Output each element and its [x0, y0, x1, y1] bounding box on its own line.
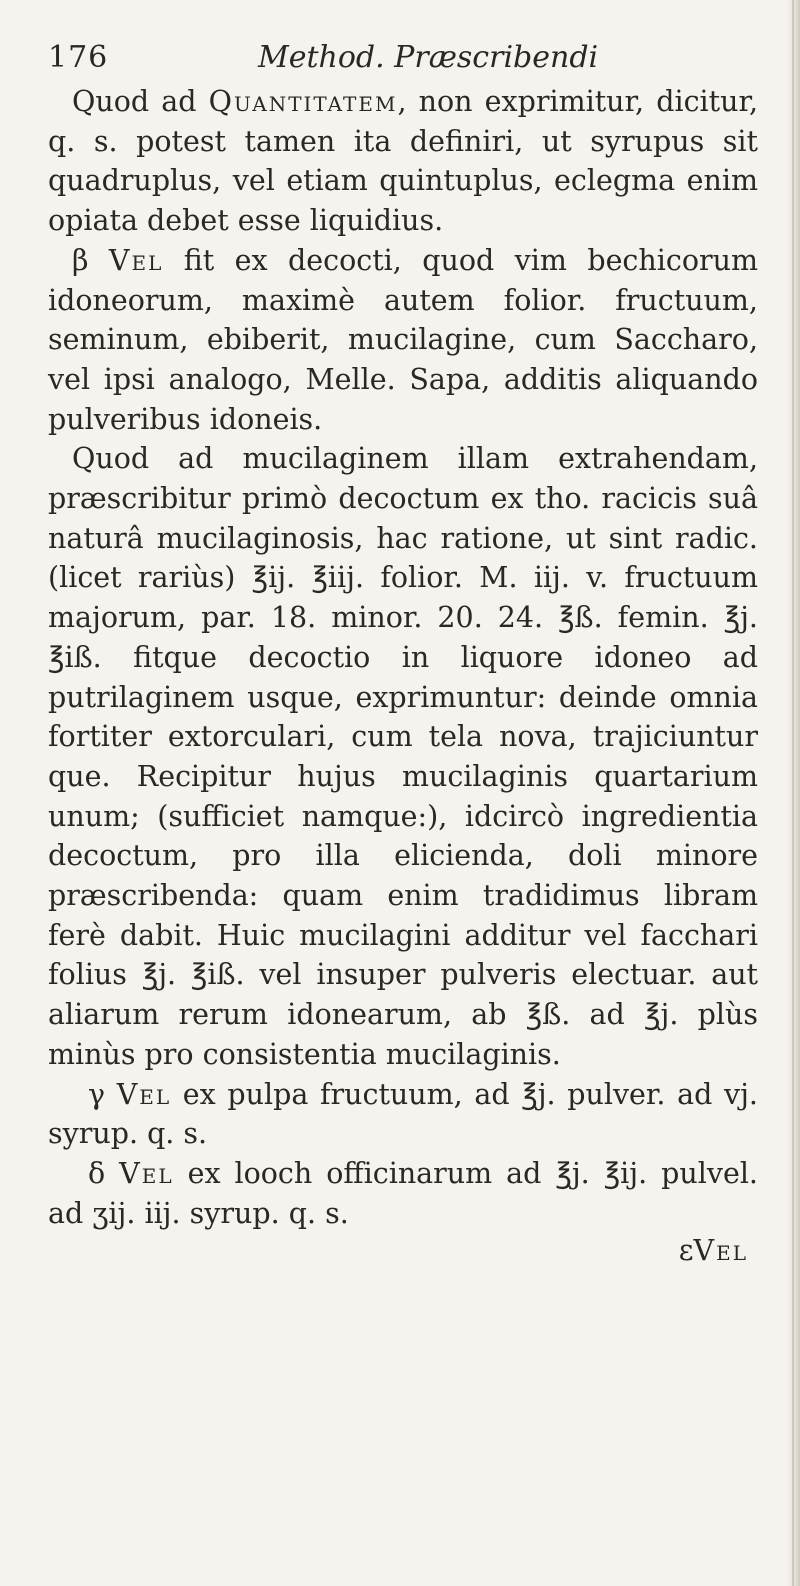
paragraph-body: fit ex decocti, quod vim bechicorum idoneorum, maximè autem folior. fructuum, seminum, ebiberit, mucilagine, cum Saccharo, vel ipsi analogo, Melle. Sapa, additis aliquando pulveribus idoneis.	[48, 243, 758, 436]
paragraph-lead-smallcaps: Quantitatem	[208, 85, 398, 118]
paragraph-delta	[48, 1154, 758, 1233]
paragraph-lead: β	[72, 243, 109, 277]
paragraph-quantitas	[48, 82, 758, 241]
page-number: 176	[48, 40, 109, 75]
paragraph-body: ex looch officinarum ad ℥j. ℥ij. pulvel. ad ʒij. iij. syrup. q. s.	[48, 1156, 758, 1230]
page-header	[48, 34, 758, 82]
paragraph-beta	[48, 241, 758, 440]
catchword-smallcaps: Vel	[693, 1234, 748, 1268]
paragraph-lead: γ	[88, 1077, 117, 1111]
gutter-shadow	[792, 0, 794, 1586]
paragraph-body: ex pulpa fructuum, ad ℥j. pulver. ad vj. syrup. q. s.	[48, 1077, 758, 1151]
paragraph-lead: δ	[88, 1156, 120, 1190]
catchword	[48, 1231, 758, 1271]
paragraph-lead: Quod ad	[72, 85, 209, 118]
paragraph-mucilago	[48, 439, 758, 1074]
paragraph-gamma	[48, 1075, 758, 1154]
catchword-prefix: ε	[678, 1234, 694, 1268]
paragraph-lead-smallcaps: Vel	[108, 243, 164, 277]
paragraph-lead-smallcaps: Vel	[116, 1077, 172, 1111]
paragraph-lead-smallcaps: Vel	[119, 1156, 174, 1190]
running-title: Method. Præscribendi	[258, 40, 599, 75]
paragraph-body: , non exprimitur, dicitur, q. s. potest tamen ita definiri, ut syrupus sit quadruplus, vel etiam quintuplus, eclegma enim opiata debet esse liquidius.	[48, 85, 759, 238]
page-text-block	[48, 34, 758, 1271]
paragraph-body: Quod ad mucilaginem illam extrahendam, præscribitur primò decoctum ex tho. racicis suâ naturâ mucilaginosis, hac ratione, ut sint radic. (licet rariùs) ℥ij. ℥iij. folior. M. iij. v. fructuum majorum, par. 18. minor. 20. 24. ℥ß. femin. ℥j. ℥iß. fitque decoctio in liquore idoneo ad putrilaginem usque, exprimuntur: deinde omnia fortiter extorculari, cum tela nova, trajiciuntur que. Recipitur hujus mucilaginis quartarium unum; (sufficiet namque:), idcircò ingredientia decoctum, pro illa elicienda, doli minore præscribenda: quam enim tradidimus libram ferè dabit. Huic mucilagini additur vel facchari folius ℥j. ℥iß. vel insuper pulveris electuar. aut aliarum rerum idonearum, ab ℥ß. ad ℥j. plùs minùs pro consistentia mucilaginis.	[48, 442, 758, 1071]
